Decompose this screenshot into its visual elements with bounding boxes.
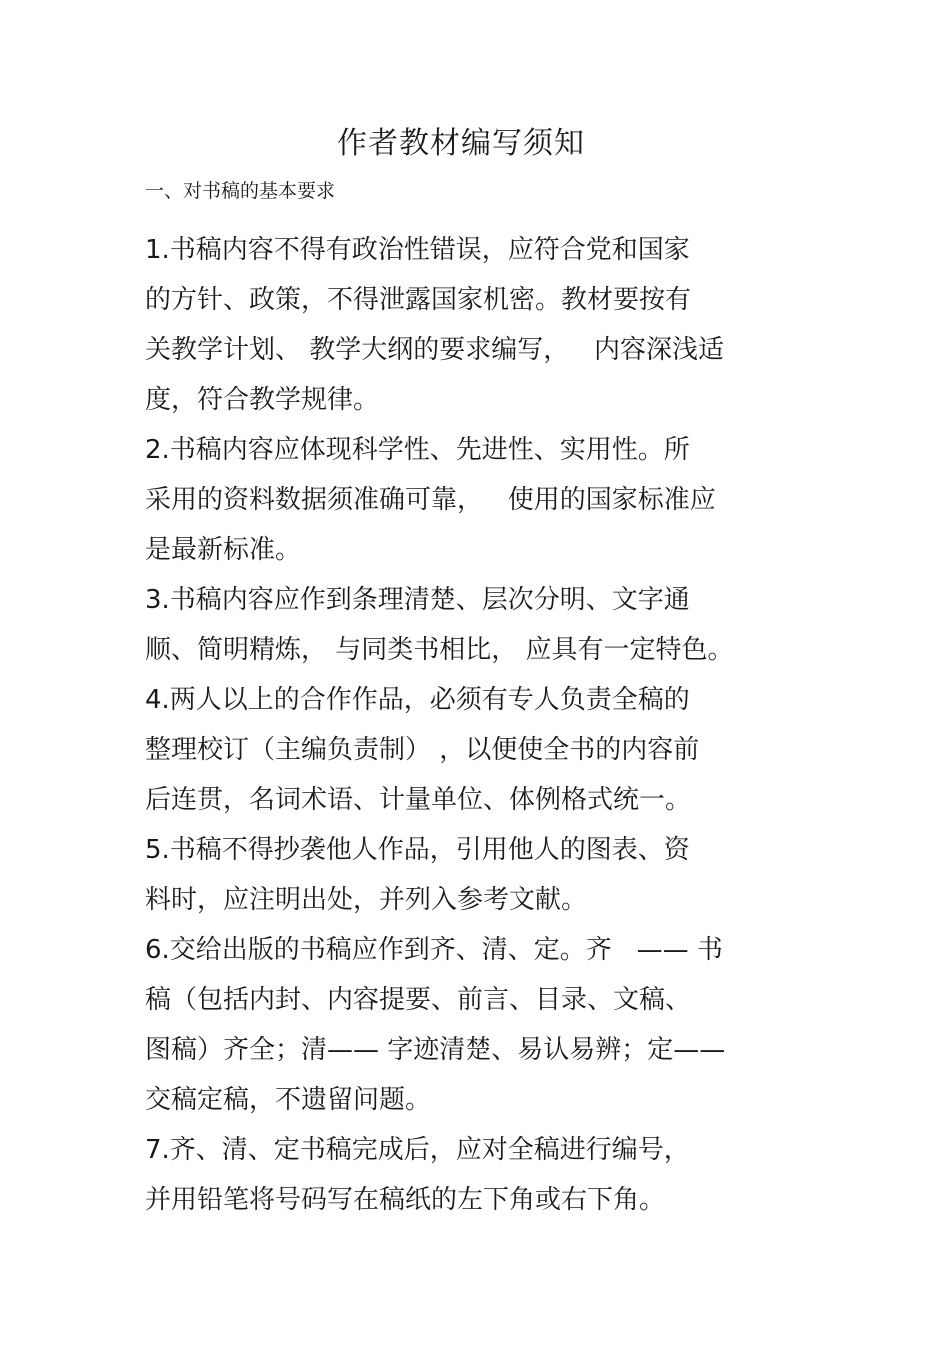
body-line: 整理校订（主编负责制） ，以便使全书的内容前 <box>145 735 700 765</box>
body-line: 的方针、政策，不得泄露国家机密。教材要按有 <box>145 285 692 315</box>
body-line: 关教学计划、 教学大纲的要求编写， 内容深浅适 <box>145 335 725 365</box>
document-body <box>145 225 810 1225</box>
body-line: 交稿定稿，不遗留问题。 <box>145 1085 432 1115</box>
body-line: 4.两人以上的合作作品，必须有专人负责全稿的 <box>145 685 690 715</box>
body-line: 是最新标准。 <box>145 535 302 565</box>
body-line: 稿（包括内封、内容提要、前言、目录、文稿、 <box>145 985 692 1015</box>
body-line: 5.书稿不得抄袭他人作品，引用他人的图表、资 <box>145 835 690 865</box>
section-heading: 一、对书稿的基本要求 <box>145 180 336 202</box>
body-line: 3.书稿内容应作到条理清楚、层次分明、文字通 <box>145 585 690 615</box>
body-line: 并用铅笔将号码写在稿纸的左下角或右下角。 <box>145 1185 666 1215</box>
body-line: 1.书稿内容不得有政治性错误，应符合党和国家 <box>145 235 690 265</box>
body-line: 采用的资料数据须准确可靠， 使用的国家标准应 <box>145 485 716 515</box>
body-line: 2.书稿内容应体现科学性、先进性、实用性。所 <box>145 435 690 465</box>
body-line: 后连贯，名词术语、计量单位、体例格式统一。 <box>145 785 692 815</box>
body-line: 料时，应注明出处，并列入参考文献。 <box>145 885 588 915</box>
body-line: 度，符合教学规律。 <box>145 385 380 415</box>
body-line: 6.交给出版的书稿应作到齐、清、定。齐 —— 书 <box>145 935 723 965</box>
body-line: 7.齐、清、定书稿完成后，应对全稿进行编号， <box>145 1135 690 1165</box>
body-line: 顺、简明精炼， 与同类书相比， 应具有一定特色。 <box>145 635 734 665</box>
body-line: 图稿）齐全；清—— 字迹清楚、易认易辨；定—— <box>145 1035 726 1065</box>
document-title: 作者教材编写须知 <box>337 126 585 161</box>
